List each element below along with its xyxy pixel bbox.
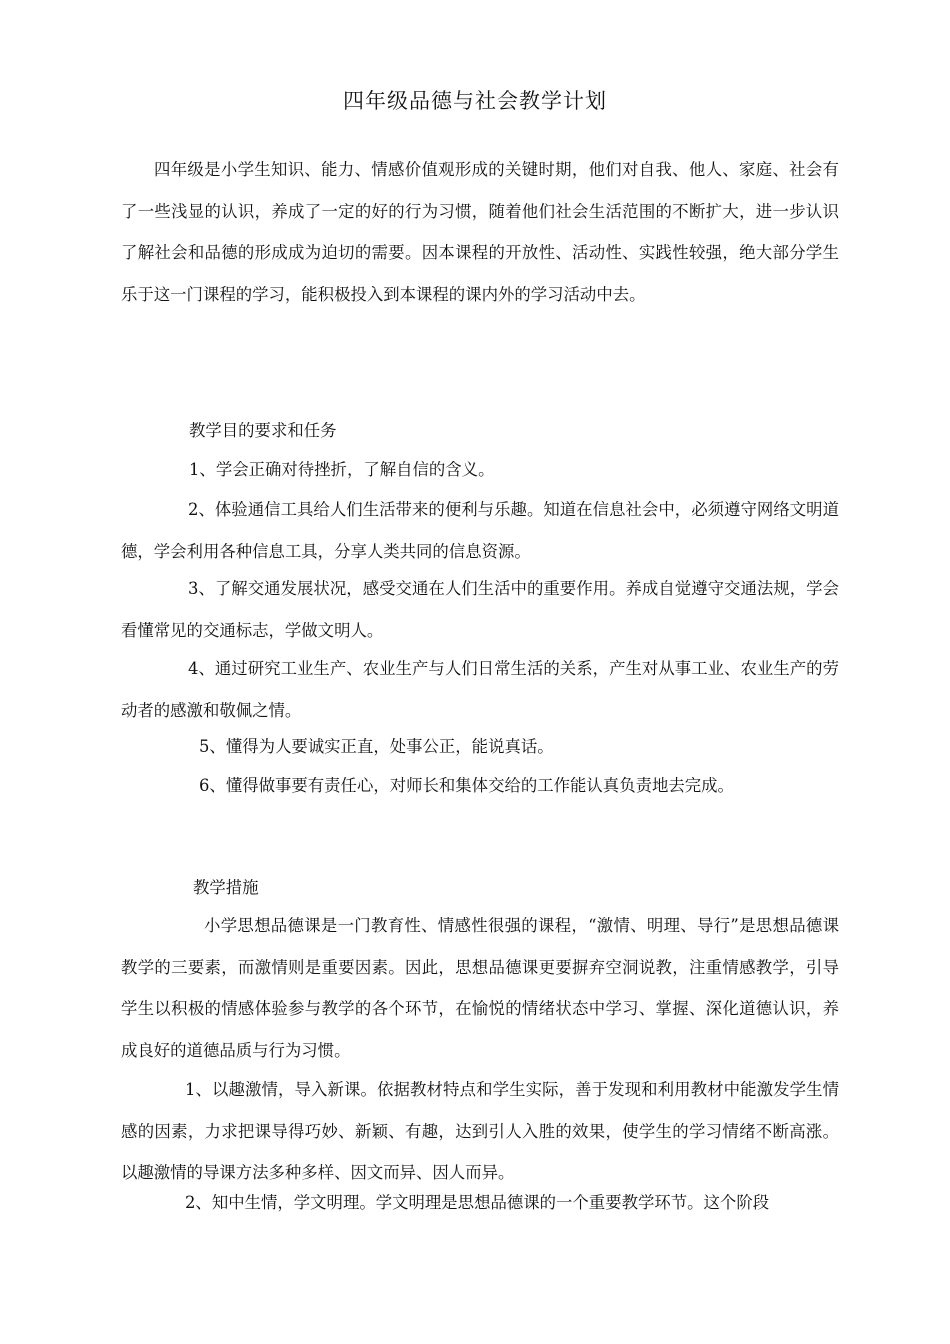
goal-item-1: 1、学会正确对待挫折，了解自信的含义。 xyxy=(189,460,495,479)
measures-intro-paragraph: 小学思想品德课是一门教育性、情感性很强的课程，“激情、明理、导行”是思想品德课教学的三要素，而激情则是重要因素。因此，思想品德课更要摒弃空洞说教，注重情感教学，引导学生以积极的情感体验参与教学的各个环节，在愉悦的情绪状态中学习、掌握、深化道德认识，养成良好的道德品质与行为习惯。 xyxy=(121,916,839,1060)
goal-item-4: 4、通过研究工业生产、农业生产与人们日常生活的关系，产生对从事工业、农业生产的劳动者的感激和敬佩之情。 xyxy=(121,659,839,720)
measure-item-2: 2、知中生情，学文明理。学文明理是思想品德课的一个重要教学环节。这个阶段 xyxy=(185,1193,770,1212)
intro-paragraph: 四年级是小学生知识、能力、情感价值观形成的关键时期，他们对自我、他人、家庭、社会有了一些浅显的认识，养成了一定的好的行为习惯，随着他们社会生活范围的不断扩大，进一步认识了解社会和品德的形成成为迫切的需要。因本课程的开放性、活动性、实践性较强，绝大部分学生乐于这一门课程的学习，能积极投入到本课程的课内外的学习活动中去。 xyxy=(121,160,839,304)
measure-item-1: 1、以趣激情，导入新课。依据教材特点和学生实际，善于发现和利用教材中能激发学生情感的因素，力求把课导得巧妙、新颖、有趣，达到引人入胜的效果，使学生的学习情绪不断高涨。以趣激情的导课方法多种多样、因文而异、因人而异。 xyxy=(121,1080,839,1182)
section-heading-goals: 教学目的要求和任务 xyxy=(189,421,337,440)
goal-item-3: 3、了解交通发展状况，感受交通在人们生活中的重要作用。养成自觉遵守交通法规，学会看懂常见的交通标志，学做文明人。 xyxy=(121,579,839,640)
goal-item-2: 2、体验通信工具给人们生活带来的便利与乐趣。知道在信息社会中，必须遵守网络文明道德，学会利用各种信息工具，分享人类共同的信息资源。 xyxy=(121,500,839,561)
goal-item-6: 6、懂得做事要有责任心，对师长和集体交给的工作能认真负责地去完成。 xyxy=(199,776,734,795)
goal-item-5: 5、懂得为人要诚实正直，处事公正，能说真话。 xyxy=(199,737,554,756)
page-title: 四年级品德与社会教学计划 xyxy=(343,89,607,113)
section-heading-measures: 教学措施 xyxy=(193,878,259,897)
